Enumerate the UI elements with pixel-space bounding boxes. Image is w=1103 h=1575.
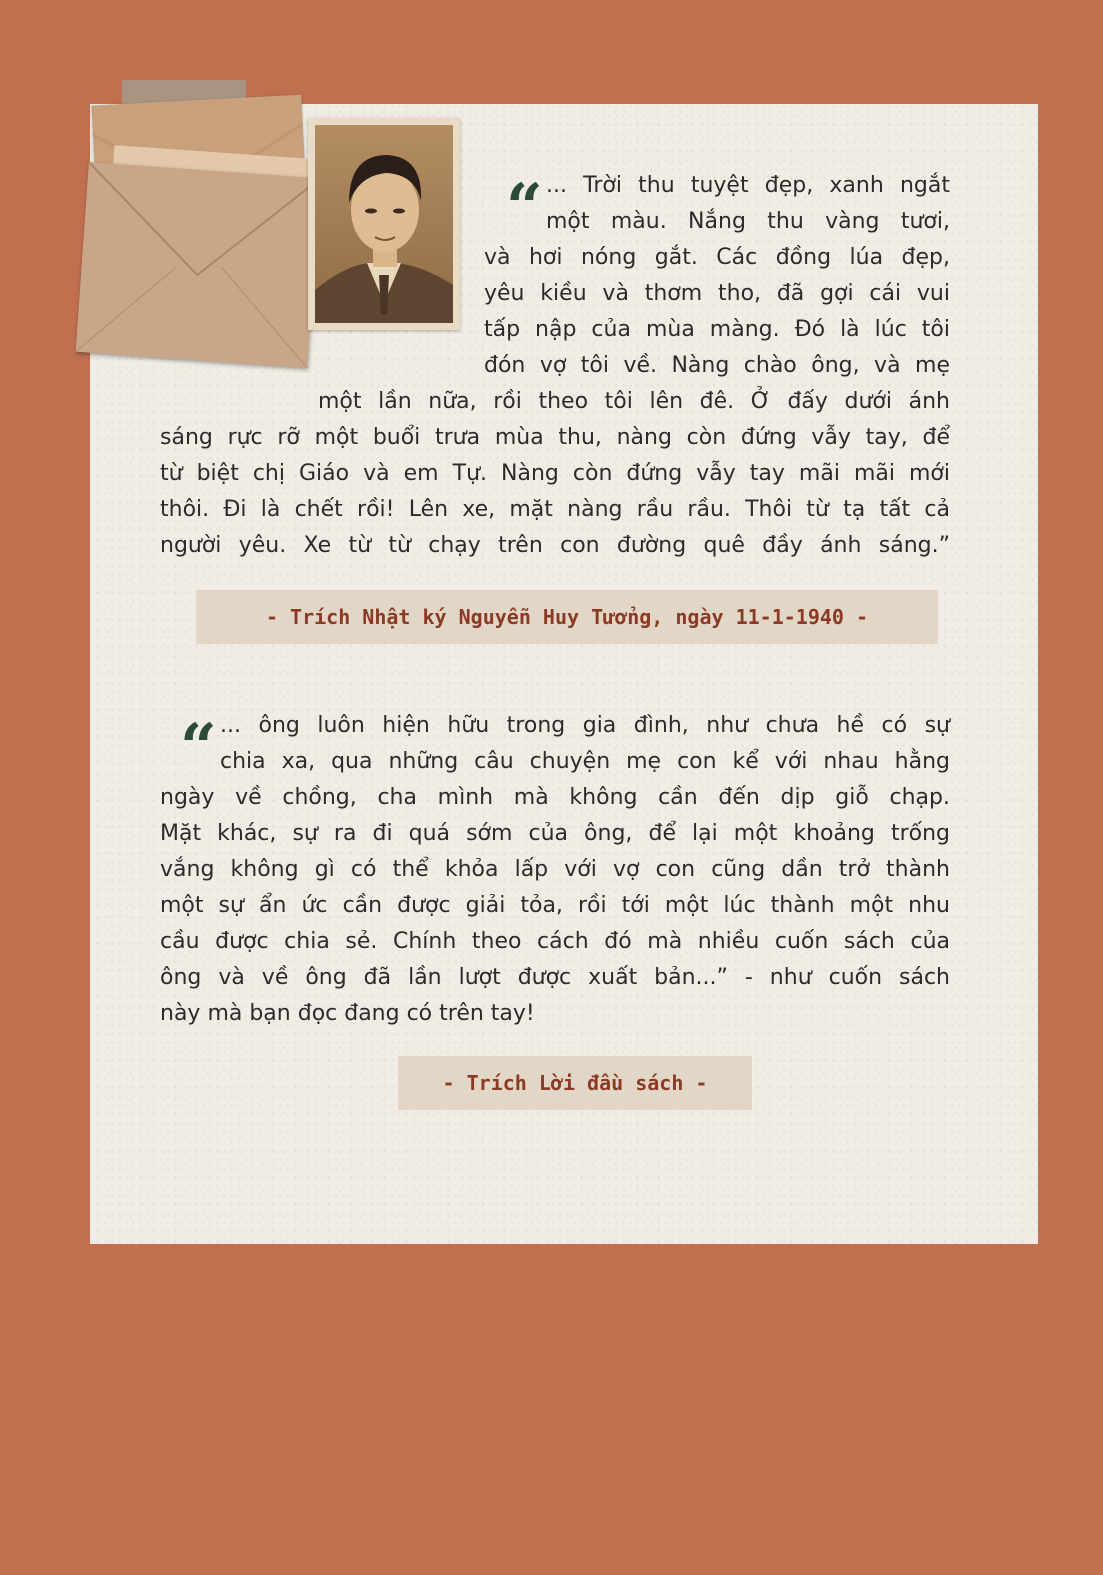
- quote-2: [160, 708, 950, 1032]
- quote-line: chia xa, qua những câu chuyện mẹ con kể với nhau hằng: [220, 749, 950, 774]
- quote-line: một lần nữa, rồi theo tôi lên đê. Ở đấy dưới ánh: [318, 389, 950, 414]
- quote-line: cầu được chia sẻ. Chính theo cách đó mà nhiều cuốn sách của: [160, 929, 950, 954]
- quote-1: [160, 168, 950, 564]
- quote-line: ngày về chồng, cha mình mà không cần đến dịp giỗ chạp.: [160, 785, 950, 810]
- citation-2: - Trích Lời đầu sách -: [398, 1056, 752, 1110]
- quote-line: ông và về ông đã lần lượt được xuất bản...” - như cuốn sách: [160, 965, 950, 990]
- quote-line: từ biệt chị Giáo và em Tự. Nàng còn đứng vẫy tay mãi mãi mới: [160, 461, 950, 486]
- quote-line: một sự ẩn ức cần được giải tỏa, rồi tới một lúc thành một nhu: [160, 893, 950, 918]
- quote-mark-icon: “: [506, 170, 543, 245]
- quote-line: một màu. Nắng thu vàng tươi,: [546, 209, 950, 234]
- quote-line: tấp nập của mùa màng. Đó là lúc tôi: [484, 317, 950, 342]
- quote-line: ... ông luôn hiện hữu trong gia đình, như chưa hề có sự: [220, 713, 950, 738]
- quote-line: sáng rực rỡ một buổi trưa mùa thu, nàng còn đứng vẫy tay, để: [160, 425, 950, 450]
- quote-line: thôi. Đi là chết rồi! Lên xe, mặt nàng rầu rầu. Thôi từ tạ tất cả: [160, 497, 950, 522]
- quote-line: người yêu. Xe từ từ chạy trên con đường quê đầy ánh sáng.”: [160, 533, 950, 558]
- quote-line: và hơi nóng gắt. Các đồng lúa đẹp,: [484, 245, 950, 270]
- quote-line: này mà bạn đọc đang có trên tay!: [160, 1001, 535, 1026]
- quote-line: đón vợ tôi về. Nàng chào ông, và mẹ: [484, 353, 950, 378]
- quote-line: ... Trời thu tuyệt đẹp, xanh ngắt: [546, 173, 950, 198]
- quote-mark-icon: “: [180, 710, 217, 785]
- quote-line: yêu kiều và thơm tho, đã gợi cái vui: [484, 281, 950, 306]
- citation-1: - Trích Nhật ký Nguyễn Huy Tưởng, ngày 11-1-1940 -: [196, 590, 938, 644]
- quote-line: Mặt khác, sự ra đi quá sớm của ông, để lại một khoảng trống: [160, 821, 950, 846]
- quote-line: vắng không gì có thể khỏa lấp với vợ con cũng dần trở thành: [160, 857, 950, 882]
